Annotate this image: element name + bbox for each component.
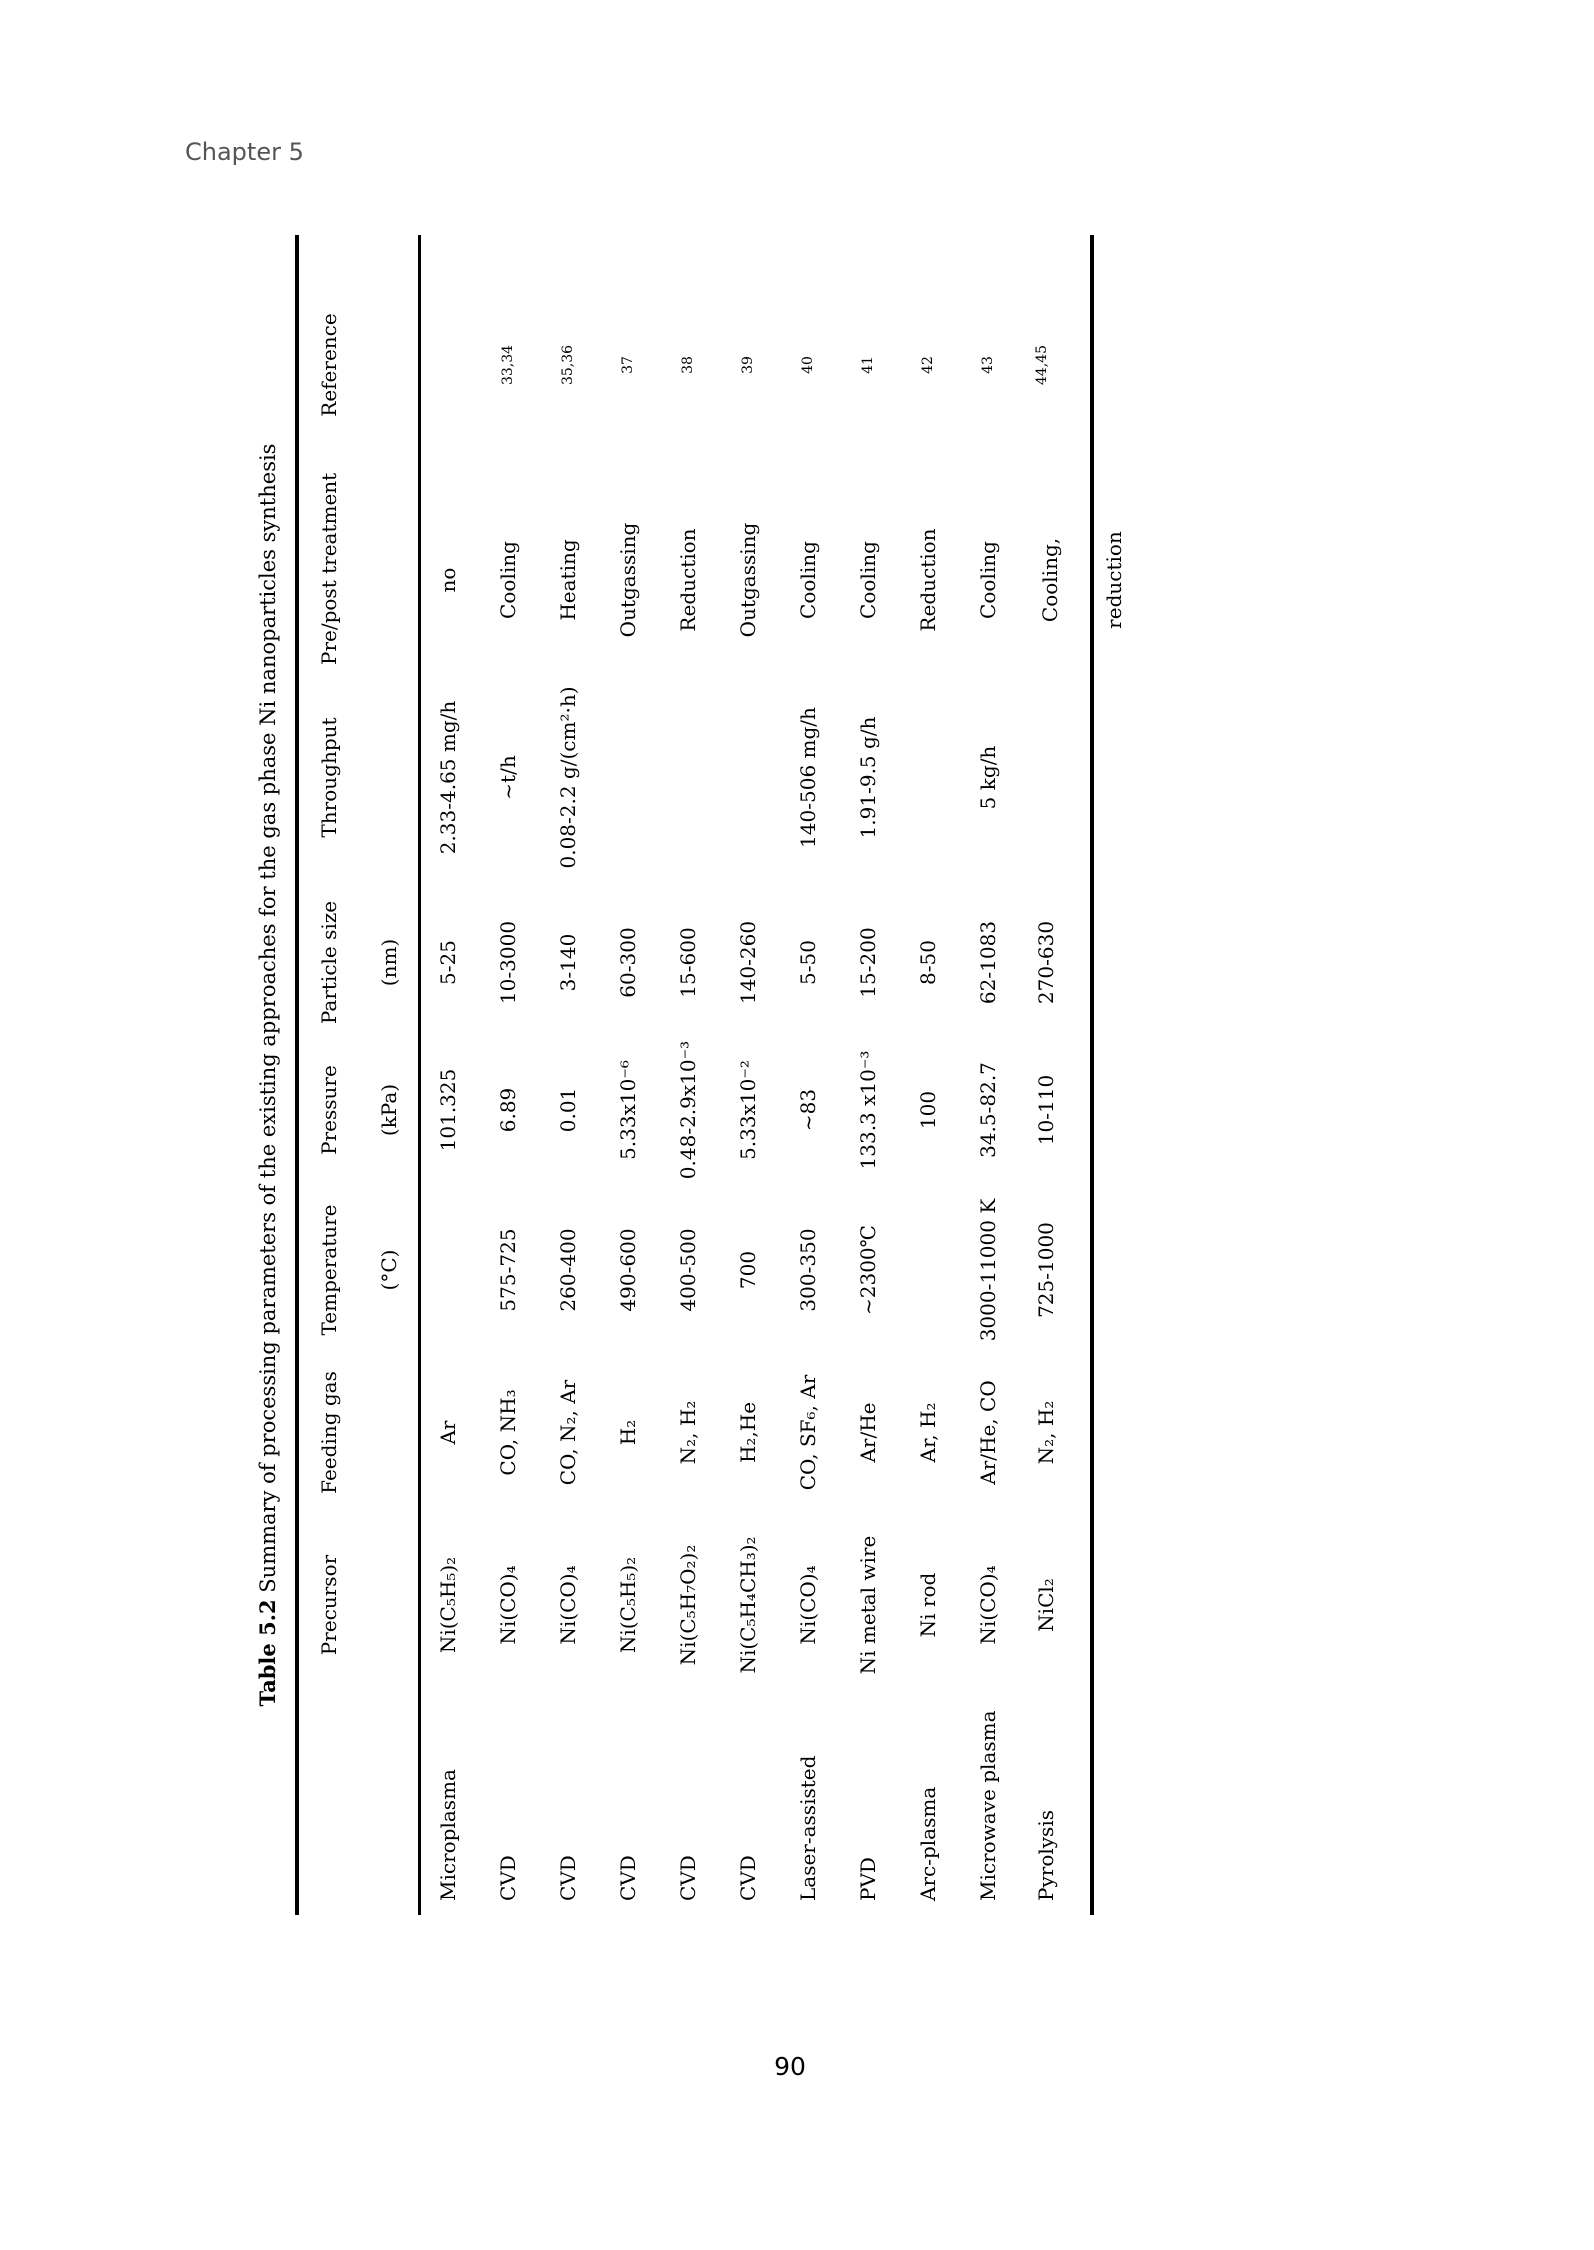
cell-pressure: 5.33x10⁻²	[736, 1060, 760, 1160]
cell-treatment-line1: Cooling,	[1038, 537, 1062, 623]
table-row	[838, 235, 898, 1915]
cell-treatment: Reduction	[676, 528, 700, 632]
cell-throughput: 2.33-4.65 mg/h	[436, 700, 460, 855]
unit-throughput	[359, 665, 418, 890]
cell-reference: 33,34	[500, 344, 516, 386]
cell-particle-size: 140-260	[736, 920, 760, 1005]
cell-method: CVD	[496, 1855, 520, 1901]
cell-temperature	[418, 1185, 478, 1355]
cell-method: PVD	[856, 1857, 880, 1901]
cell-throughput	[1018, 665, 1138, 890]
page-number: 90	[774, 2052, 806, 2081]
cell-precursor: Ni(CO)₄	[976, 1565, 1000, 1645]
cell-feeding-gas: Ar/He	[856, 1402, 880, 1463]
header-temperature: Temperature	[317, 1204, 341, 1336]
cell-pressure: 10-110	[1034, 1074, 1058, 1146]
cell-precursor: Ni metal wire	[856, 1535, 880, 1675]
cell-precursor: Ni(C₅H₇O₂)₂	[676, 1544, 700, 1666]
cell-method: Pyrolysis	[1034, 1810, 1058, 1901]
cell-particle-size: 60-300	[616, 927, 640, 998]
table-row	[658, 235, 718, 1915]
rotated-table-page	[245, 235, 1126, 1915]
cell-precursor: Ni(CO)₄	[556, 1565, 580, 1645]
cell-treatment: Heating	[556, 539, 580, 621]
cell-feeding-gas: H₂	[616, 1419, 640, 1446]
cell-particle-size: 62-1083	[976, 920, 1000, 1005]
cell-method: CVD	[676, 1855, 700, 1901]
cell-particle-size: 8-50	[916, 940, 940, 985]
cell-particle-size: 15-200	[856, 927, 880, 998]
cell-throughput: ~t/h	[496, 755, 520, 800]
cell-pressure: 6.89	[496, 1087, 520, 1133]
cell-precursor: Ni(C₅H₅)₂	[616, 1556, 640, 1654]
unit-treatment	[359, 495, 418, 665]
cell-throughput	[898, 665, 958, 890]
cell-treatment: Cooling	[496, 541, 520, 619]
cell-treatment: Outgassing	[736, 522, 760, 638]
cell-precursor: Ni rod	[916, 1572, 940, 1638]
table-row	[1018, 235, 1138, 1915]
unit-reference	[359, 235, 418, 495]
cell-reference	[418, 235, 478, 495]
header-treatment: Pre/post treatment	[317, 472, 341, 665]
unit-method	[359, 1700, 418, 1915]
header-feeding-gas: Feeding gas	[317, 1371, 341, 1494]
cell-throughput	[658, 665, 718, 890]
unit-temperature: (°C)	[376, 1249, 401, 1291]
cell-treatment: Cooling	[856, 541, 880, 619]
cell-reference: 40	[800, 356, 816, 374]
cell-treatment: Outgassing	[616, 522, 640, 638]
table-row	[718, 235, 778, 1915]
cell-particle-size: 15-600	[676, 927, 700, 998]
header-pressure: Pressure	[317, 1065, 341, 1155]
cell-reference: 38	[680, 356, 696, 374]
cell-precursor: Ni(C₅H₄CH₃)₂	[736, 1536, 760, 1674]
cell-throughput: 1.91-9.5 g/h	[856, 716, 880, 839]
cell-temperature: 490-600	[616, 1228, 640, 1312]
cell-precursor: Ni(CO)₄	[496, 1565, 520, 1645]
cell-throughput	[718, 665, 778, 890]
cell-method: Arc-plasma	[916, 1786, 940, 1901]
header-particle-size: Particle size	[317, 900, 341, 1025]
cell-treatment: Cooling	[796, 541, 820, 619]
table-row	[538, 235, 598, 1915]
cell-temperature: ~2300℃	[856, 1224, 880, 1316]
cell-precursor: NiCl₂	[1034, 1578, 1058, 1632]
cell-reference: 37	[620, 356, 636, 374]
cell-temperature: 400-500	[676, 1228, 700, 1312]
cell-particle-size: 3-140	[556, 933, 580, 992]
header-precursor: Precursor	[317, 1554, 341, 1656]
cell-temperature: 260-400	[556, 1228, 580, 1312]
cell-temperature: 300-350	[796, 1228, 820, 1312]
cell-temperature: 575-725	[496, 1228, 520, 1312]
cell-throughput: 0.08-2.2 g/(cm²·h)	[556, 686, 580, 869]
unit-feeding-gas	[359, 1355, 418, 1510]
table-row	[478, 235, 538, 1915]
cell-particle-size: 5-50	[796, 940, 820, 985]
cell-feeding-gas: Ar/He, CO	[976, 1380, 1000, 1485]
cell-feeding-gas: H₂,He	[736, 1401, 760, 1464]
header-method	[299, 1700, 359, 1915]
cell-method: CVD	[556, 1855, 580, 1901]
cell-feeding-gas: N₂, H₂	[1034, 1400, 1058, 1465]
cell-temperature: 700	[736, 1250, 760, 1290]
header-throughput: Throughput	[317, 717, 341, 838]
cell-precursor: Ni(CO)₄	[796, 1565, 820, 1645]
table-row	[418, 235, 478, 1915]
cell-throughput: 140-506 mg/h	[796, 707, 820, 848]
cell-method: Microwave plasma	[976, 1710, 1000, 1901]
cell-method: Microplasma	[436, 1769, 460, 1901]
cell-feeding-gas: Ar, H₂	[916, 1402, 940, 1463]
table-row	[598, 235, 658, 1915]
caption-text: Summary of processing parameters of the existing approaches for the gas phase Ni nanoparticles synthesis	[256, 443, 280, 1593]
cell-throughput	[598, 665, 658, 890]
cell-particle-size: 5-25	[436, 940, 460, 985]
cell-pressure: ~83	[796, 1088, 820, 1132]
cell-feeding-gas: N₂, H₂	[676, 1400, 700, 1465]
processing-parameters-table	[299, 235, 1138, 1915]
cell-particle-size: 270-630	[1034, 920, 1058, 1005]
cell-temperature	[898, 1185, 958, 1355]
cell-feeding-gas: CO, SF₆, Ar	[796, 1374, 820, 1491]
cell-reference: 43	[980, 356, 996, 374]
cell-treatment: Reduction	[916, 528, 940, 632]
cell-pressure: 0.48-2.9x10⁻³	[676, 1040, 700, 1180]
cell-precursor: Ni(C₅H₅)₂	[436, 1556, 460, 1654]
table-caption	[245, 235, 291, 1915]
cell-pressure: 101.325	[436, 1068, 460, 1152]
unit-precursor	[359, 1510, 418, 1700]
cell-reference: 42	[920, 356, 936, 374]
caption-label: Table 5.2	[255, 1599, 280, 1707]
cell-method: CVD	[616, 1855, 640, 1901]
cell-reference: 44,45	[1034, 344, 1050, 386]
cell-throughput: 5 kg/h	[976, 745, 1000, 810]
cell-reference: 41	[860, 356, 876, 374]
header-reference: Reference	[317, 313, 341, 417]
cell-treatment	[1018, 495, 1138, 665]
table-row	[898, 235, 958, 1915]
cell-pressure: 100	[916, 1090, 940, 1130]
cell-feeding-gas: CO, NH₃	[496, 1389, 520, 1476]
cell-reference: 39	[740, 356, 756, 374]
table-row	[958, 235, 1018, 1915]
cell-treatment: no	[436, 567, 460, 593]
cell-treatment-line2: reduction	[1102, 531, 1126, 629]
cell-method: Laser-assisted	[796, 1755, 820, 1901]
cell-pressure: 5.33x10⁻⁶	[616, 1060, 640, 1160]
cell-feeding-gas: CO, N₂, Ar	[556, 1379, 580, 1486]
cell-pressure: 0.01	[556, 1087, 580, 1133]
cell-reference: 35,36	[560, 344, 576, 386]
unit-pressure: (kPa)	[376, 1083, 401, 1137]
cell-pressure: 133.3 x10⁻³	[856, 1050, 880, 1170]
unit-particle-size: (nm)	[376, 938, 401, 987]
cell-treatment: Cooling	[976, 541, 1000, 619]
cell-method: CVD	[736, 1855, 760, 1901]
cell-temperature: 3000-11000 K	[976, 1198, 1000, 1342]
cell-feeding-gas: Ar	[436, 1420, 460, 1445]
cell-particle-size: 10-3000	[496, 920, 520, 1005]
cell-pressure: 34.5-82.7	[976, 1062, 1000, 1158]
table-row	[778, 235, 838, 1915]
cell-temperature: 725-1000	[1034, 1222, 1058, 1318]
chapter-header: Chapter 5	[185, 138, 304, 166]
